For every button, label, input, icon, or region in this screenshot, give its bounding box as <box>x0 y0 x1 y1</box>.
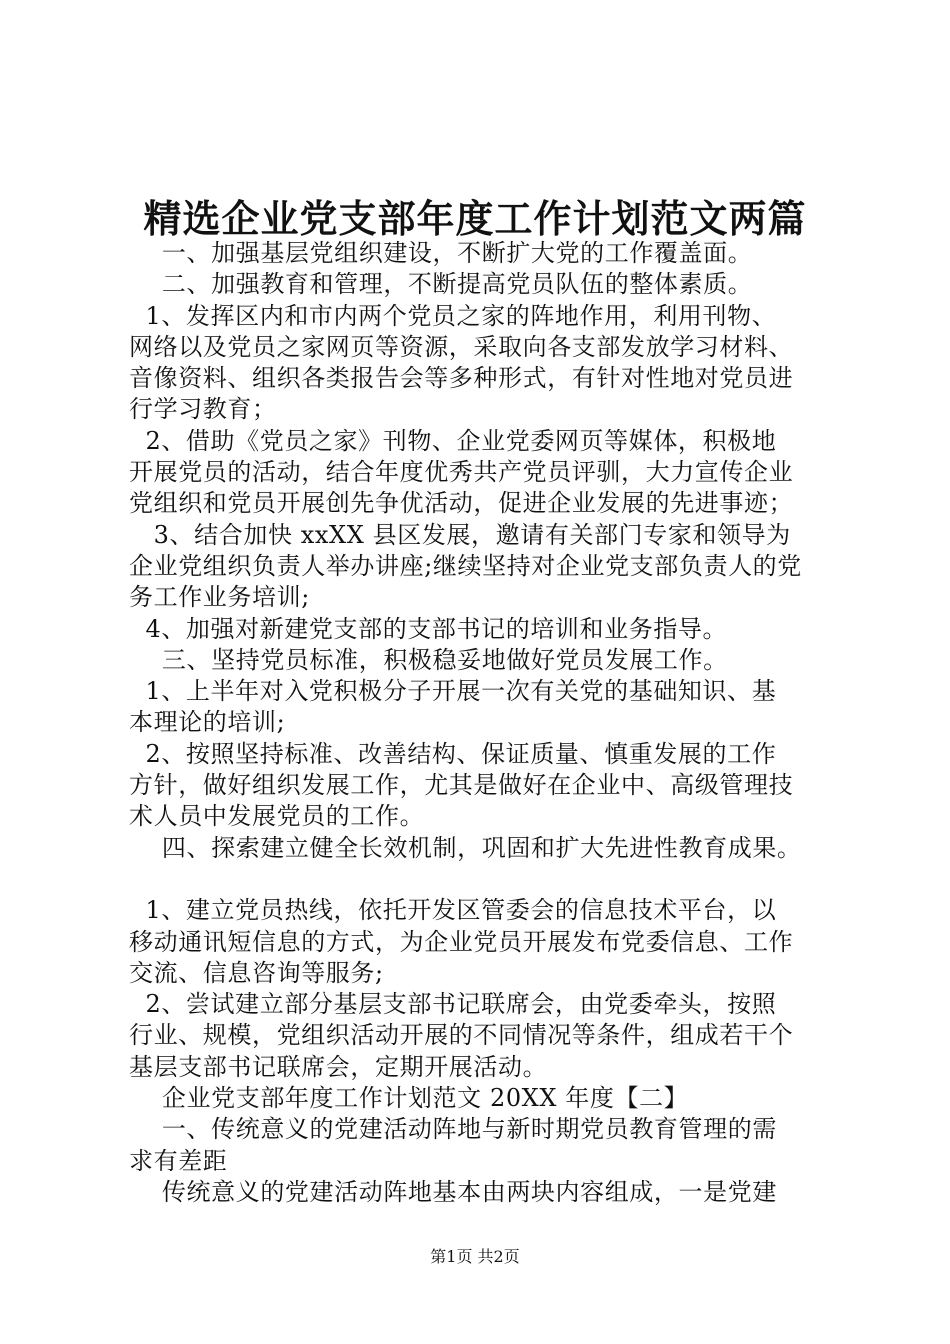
text-line: 一、传统意义的党建活动阵地与新时期党员教育管理的需 <box>129 1115 777 1144</box>
document-body <box>129 238 839 1208</box>
blank-line <box>129 864 839 895</box>
text-line: 2、尝试建立部分基层支部书记联席会，由党委牵头，按照 <box>129 990 777 1019</box>
text-line: 方针，做好组织发展工作，尤其是做好在企业中、高级管理技 <box>129 771 794 800</box>
text-line: 2、借助《党员之家》刊物、企业党委网页等媒体，积极地 <box>129 426 777 455</box>
text-line: 党组织和党员开展创先争优活动，促进企业发展的先进事迹； <box>129 489 794 518</box>
text-line: 务工作业务培训; <box>129 583 310 612</box>
text-line: 交流、信息咨询等服务; <box>129 958 384 987</box>
text-line: 求有差距 <box>129 1146 228 1175</box>
text-line: 音像资料、组织各类报告会等多种形式，有针对性地对党员进 <box>129 364 794 393</box>
text-line: 企业党组织负责人举办讲座;继续坚持对企业党支部负责人的党 <box>129 551 802 580</box>
text-line: 企业党支部年度工作计划范文 20XX 年度【二】 <box>129 1084 689 1113</box>
text-line: 一、加强基层党组织建设，不断扩大党的工作覆盖面。 <box>129 239 753 267</box>
text-line: 本理论的培训; <box>129 708 286 737</box>
text-line: 行学习教育； <box>129 395 277 424</box>
text-line: 4、加强对新建党支部的支部书记的培训和业务指导。 <box>129 614 728 643</box>
text-line: 开展党员的活动，结合年度优秀共产党员评驯，大力宣传企业 <box>129 458 794 487</box>
text-line: 行业、规模，党组织活动开展的不同情况等条件，组成若干个 <box>129 1021 794 1050</box>
text-line: 移动通讯短信息的方式，为企业党员开展发布党委信息、工作 <box>129 927 794 956</box>
text-line: 1、建立党员热线，依托开发区管委会的信息技术平台，以 <box>129 896 777 925</box>
text-line: 三、坚持党员标准，积极稳妥地做好党员发展工作。 <box>129 645 728 674</box>
text-line: 1、发挥区内和市内两个党员之家的阵地作用，利用刊物、 <box>129 301 777 330</box>
text-line: 四、探索建立健全长效机制，巩固和扩大先进性教育成果。 <box>129 833 802 862</box>
text-line: 网络以及党员之家网页等资源，采取向各支部发放学习材料、 <box>129 332 794 361</box>
text-line: 二、加强教育和管理，不断提高党员队伍的整体素质。 <box>129 270 753 299</box>
text-line: 1、上半年对入党积极分子开展一次有关党的基础知识、基 <box>129 677 777 706</box>
text-line: 传统意义的党建活动阵地基本由两块内容组成，一是党建 <box>129 1177 777 1206</box>
text-line: 基层支部书记联席会，定期开展活动。 <box>129 1052 548 1081</box>
text-line: 术人员中发展党员的工作。 <box>129 802 425 831</box>
text-line: 2、按照坚持标准、改善结构、保证质量、慎重发展的工作 <box>129 739 777 768</box>
text-line: 3、结合加快 xxXX 县区发展，邀请有关部门专家和领导为 <box>129 520 791 549</box>
document-title: 精选企业党支部年度工作计划范文两篇 <box>143 196 807 241</box>
page-number-footer: 第1页 共2页 <box>430 1247 520 1266</box>
